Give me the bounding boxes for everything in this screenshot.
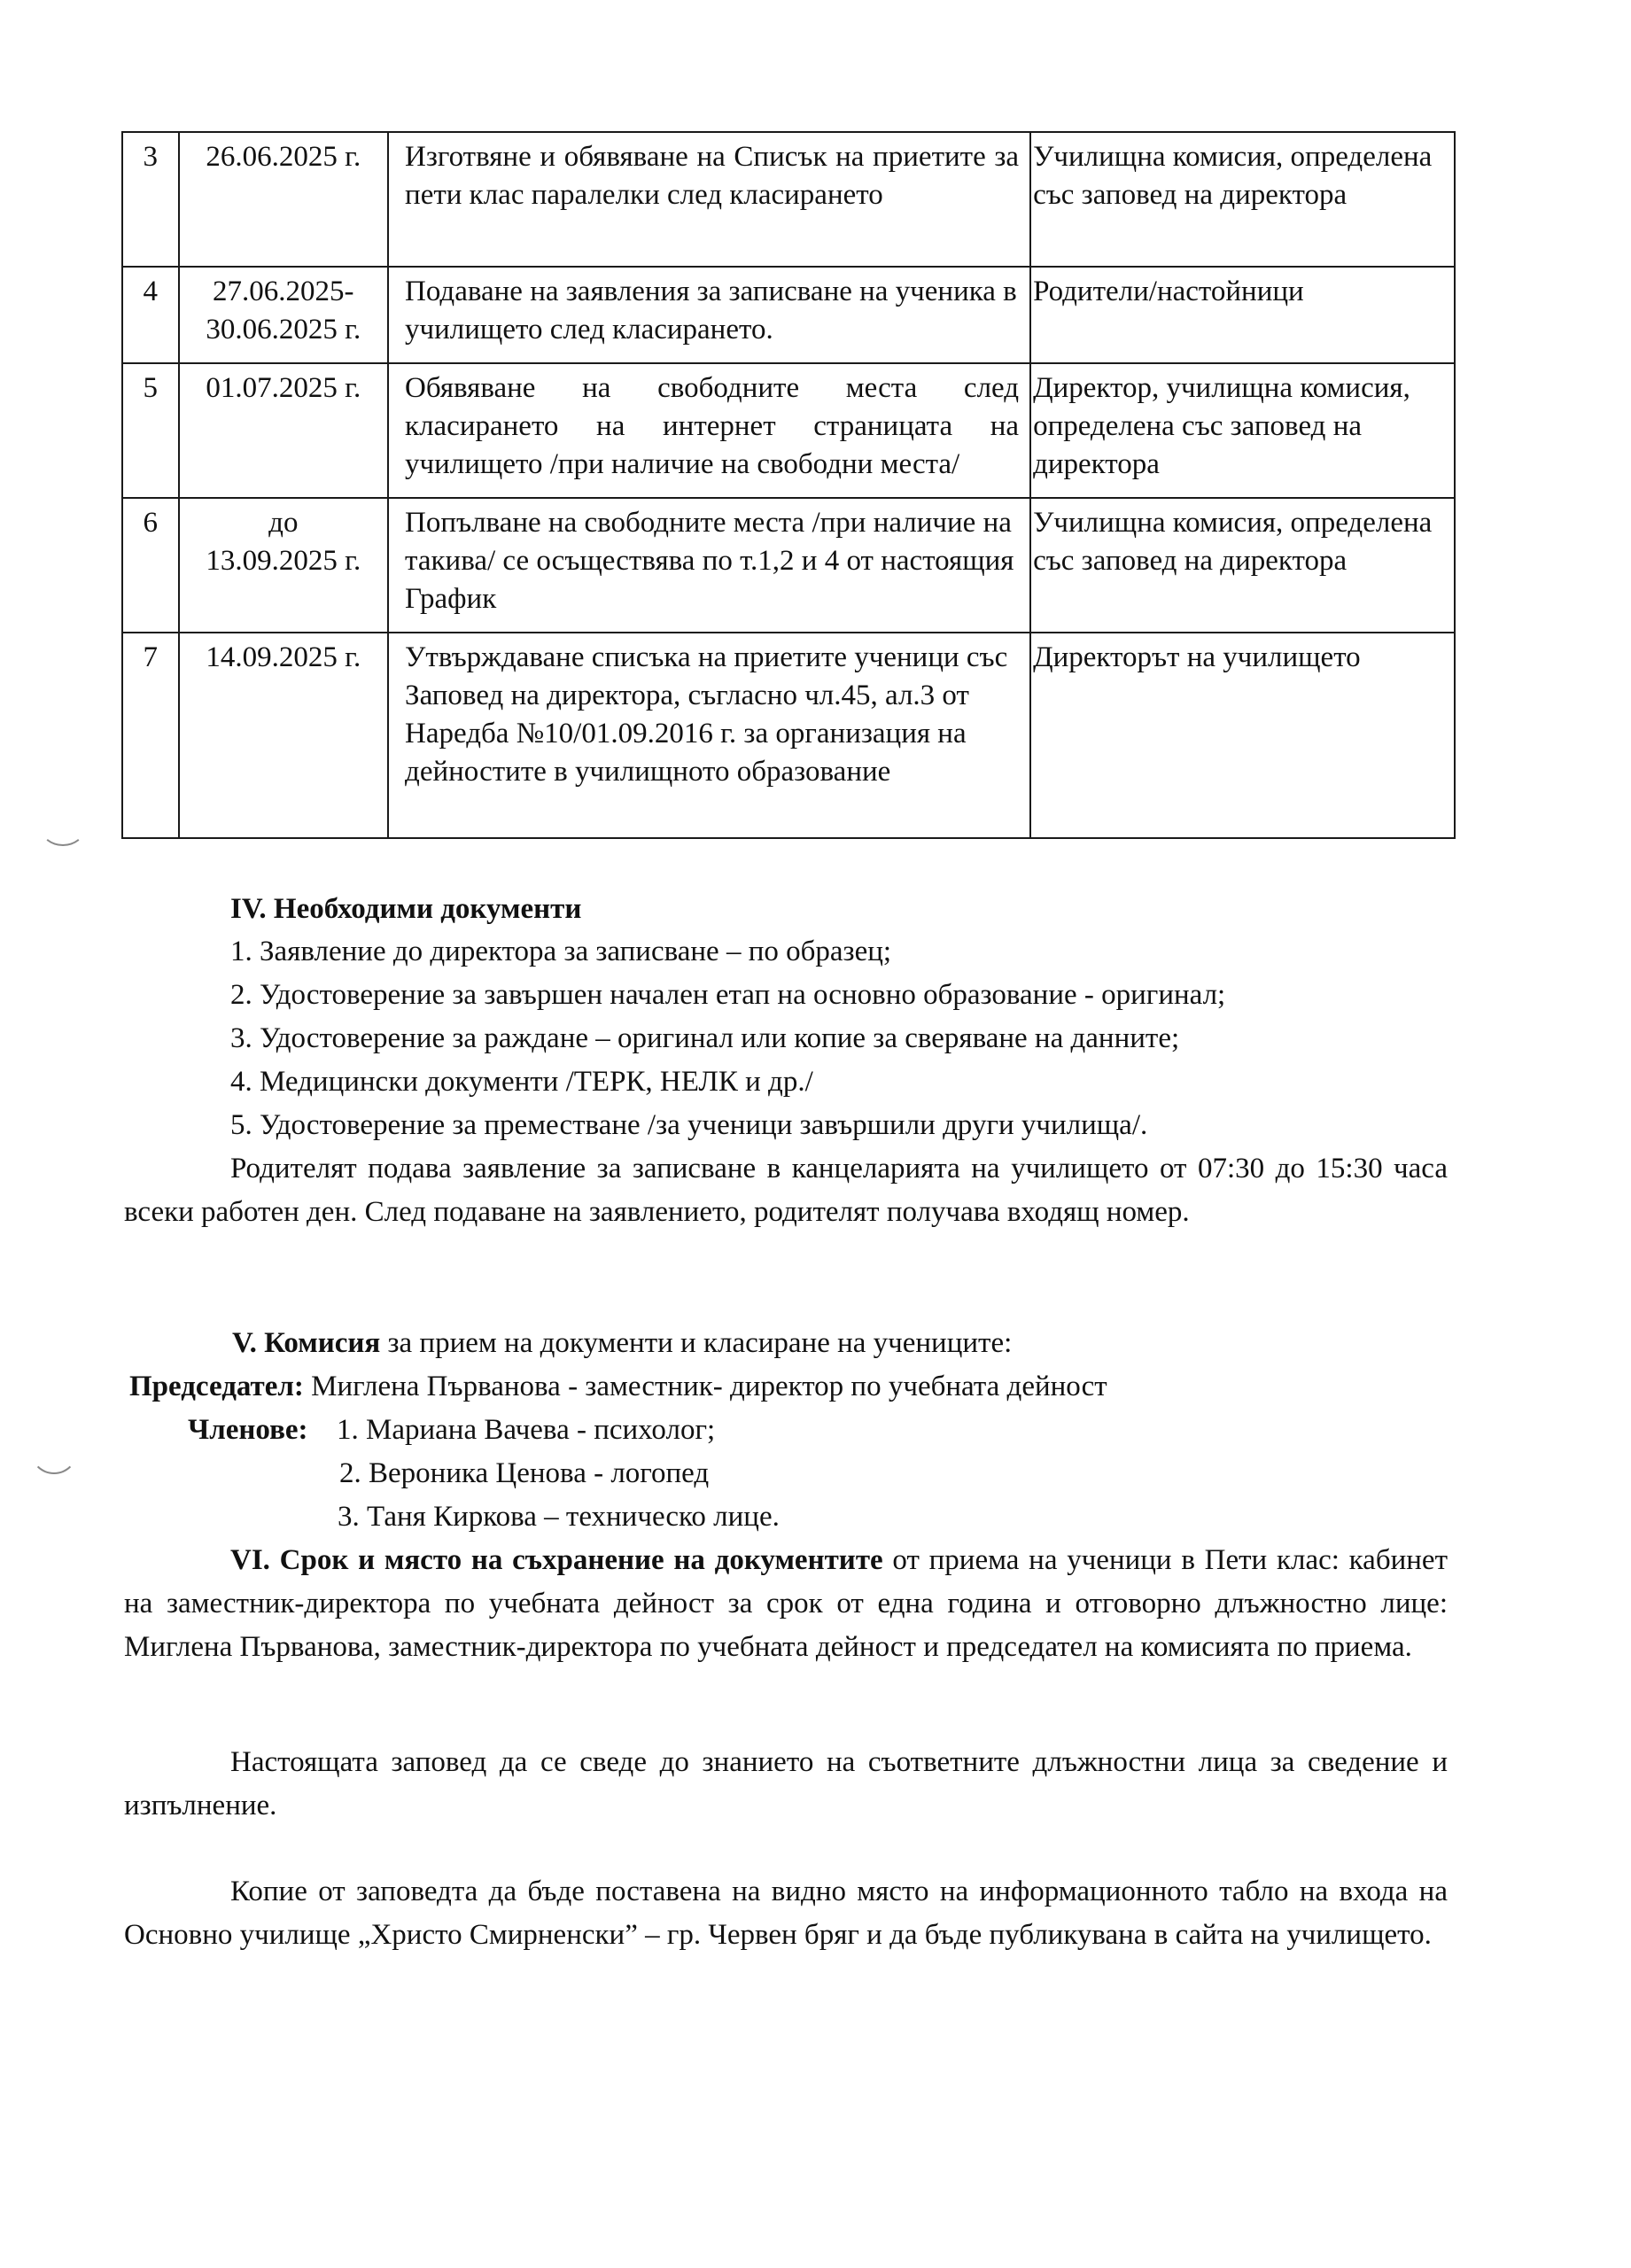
chair-label: Председател: bbox=[129, 1371, 304, 1402]
table-row bbox=[122, 498, 1455, 633]
row-date bbox=[179, 498, 388, 633]
date-line: 01.07.2025 г. bbox=[206, 372, 361, 404]
row-responsible: Директор, училищна комисия, определена със заповед на директора bbox=[1030, 363, 1455, 498]
document-list-item: 1. Заявление до директора за записване – по образец; bbox=[230, 936, 892, 967]
date-line: 26.06.2025 г. bbox=[206, 141, 361, 173]
committee-member: 1. Мариана Вачева - психолог; bbox=[337, 1414, 716, 1446]
closing-paragraph-2: Копие от заповедта да бъде поставена на видно място на информационното табло на входа на Основно училище „Христо Смирненски” – гр. Червен бряг и да бъде публикувана в сайта на училището. bbox=[124, 1876, 1448, 1951]
schedule-table bbox=[121, 131, 1456, 839]
section-6-heading: VI. Срок и място на съхранение на документите bbox=[230, 1544, 883, 1576]
row-date bbox=[179, 267, 388, 363]
row-date bbox=[179, 363, 388, 498]
chair-value: Миглена Първанова - заместник- директор по учебната дейност bbox=[303, 1371, 1107, 1402]
committee-member: 3. Таня Киркова – техническо лице. bbox=[338, 1501, 780, 1533]
row-activity: Подаване на заявления за записване на ученика в училището след класирането. bbox=[388, 267, 1030, 363]
section-5-heading-bold: V. Комисия bbox=[232, 1327, 381, 1359]
table-row bbox=[122, 633, 1455, 838]
row-activity: Попълване на свободните места /при наличие на такива/ се осъществява по т.1,2 и 4 от настоящия График bbox=[388, 498, 1030, 633]
table-row bbox=[122, 132, 1455, 267]
section-4-paragraph: Родителят подава заявление за записване в канцеларията на училището от 07:30 до 15:30 часа всеки работен ден. След подаване на заявлението, родителят получава входящ номер. bbox=[124, 1153, 1448, 1228]
section-6-text: от приема на ученици в Пети клас: кабинет на заместник-директора по учебната дейност за срок от една година и отговорно длъжностно лице: Миглена Първанова, заместник-директора по учебната дейност и председател на комисията по приема. bbox=[124, 1544, 1448, 1663]
row-activity: Изготвяне и обявяване на Списък на приетите за пети клас паралелки след класирането bbox=[388, 132, 1030, 267]
table-row bbox=[122, 363, 1455, 498]
section-4-heading: IV. Необходими документи bbox=[230, 893, 582, 925]
date-line: 30.06.2025 г. bbox=[206, 314, 361, 346]
committee-member: 2. Вероника Ценова - логопед bbox=[339, 1457, 710, 1489]
row-number: 3 bbox=[122, 132, 179, 267]
committee-chair bbox=[129, 1365, 1453, 1409]
row-responsible: Родители/настойници bbox=[1030, 267, 1455, 363]
scan-mark bbox=[41, 811, 85, 846]
date-line: 27.06.2025- bbox=[213, 276, 354, 307]
row-activity: Обявяване на свободните места след класирането на интернет страницата на училището /при наличие на свободни места/ bbox=[388, 363, 1030, 498]
row-date bbox=[179, 132, 388, 267]
row-responsible: Училищна комисия, определена със заповед на директора bbox=[1030, 498, 1455, 633]
date-line: 13.09.2025 г. bbox=[206, 545, 361, 577]
members-label: Членове: bbox=[188, 1414, 308, 1446]
row-responsible: Директорът на училището bbox=[1030, 633, 1455, 838]
document-list-item: 5. Удостоверение за преместване /за ученици завършили други училища/. bbox=[230, 1109, 1148, 1141]
row-date bbox=[179, 633, 388, 838]
section-5-heading bbox=[232, 1322, 1455, 1365]
row-number: 7 bbox=[122, 633, 179, 838]
date-line: до bbox=[268, 507, 299, 539]
closing-paragraph-1: Настоящата заповед да се сведе до знанието на съответните длъжностни лица за сведение и изпълнение. bbox=[124, 1746, 1448, 1821]
section-6-paragraph bbox=[124, 1539, 1448, 1669]
scan-mark bbox=[30, 1426, 78, 1474]
schedule-table-body bbox=[122, 132, 1455, 838]
document-list-item: 4. Медицински документи /ТЕРК, НЕЛК и др./ bbox=[230, 1066, 813, 1098]
date-line: 14.09.2025 г. bbox=[206, 641, 361, 673]
row-number: 6 bbox=[122, 498, 179, 633]
row-number: 4 bbox=[122, 267, 179, 363]
document-list-item: 2. Удостоверение за завършен начален етап на основно образование - оригинал; bbox=[230, 979, 1226, 1011]
row-responsible: Училищна комисия, определена със заповед на директора bbox=[1030, 132, 1455, 267]
row-activity: Утвърждаване списъка на приетите ученици със Заповед на директора, съгласно чл.45, ал.3 от Наредба №10/01.09.2016 г. за организация на дейностите в училищното образование bbox=[388, 633, 1030, 838]
table-row bbox=[122, 267, 1455, 363]
document-list-item: 3. Удостоверение за раждане – оригинал или копие за сверяване на данните; bbox=[230, 1022, 1180, 1054]
row-number: 5 bbox=[122, 363, 179, 498]
section-5-heading-rest: за прием на документи и класиране на учениците: bbox=[380, 1327, 1013, 1359]
